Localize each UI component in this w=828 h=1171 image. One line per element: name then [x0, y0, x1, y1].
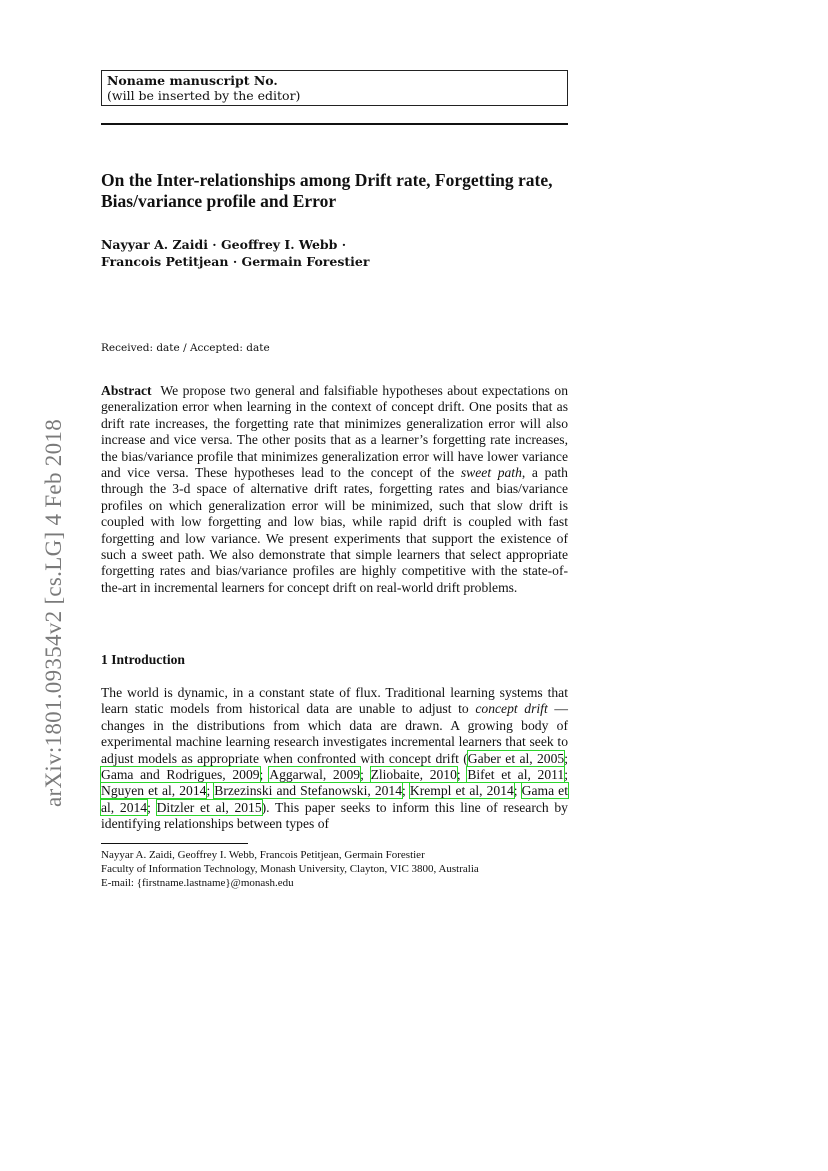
footnote-rule	[101, 843, 248, 844]
citation-link[interactable]: Gama et al, 2014	[101, 783, 568, 815]
citation-link[interactable]: Krempl et al, 2014	[409, 783, 514, 799]
footnote-authors: Nayyar A. Zaidi, Geoffrey I. Webb, Francois Petitjean, Germain Forestier	[101, 849, 425, 861]
intro-concept-drift: concept drift	[475, 701, 548, 717]
intro-text-2: — changes in the distributions from which data are drawn. A growing body of experimental machine learning research investigates incremental learners that seek to adjust models as appropriate when confronted with concept drift (	[101, 701, 568, 766]
intro-text-1: The world is dynamic, in a constant state of flux. Traditional learning systems that learn static models from historical data are unable to adjust to	[101, 685, 568, 717]
abstract-sweet-path: sweet path	[460, 465, 522, 481]
citation-link[interactable]: Zliobaite, 2010	[370, 767, 457, 783]
received-date: Received: date / Accepted: date	[101, 342, 270, 354]
section-heading: 1 Introduction	[101, 652, 185, 667]
manuscript-number: Noname manuscript No.	[107, 73, 278, 88]
citation-link[interactable]: Ditzler et al, 2015	[156, 799, 262, 815]
authors-line-2: Francois Petitjean · Germain Forestier	[101, 254, 370, 269]
citation-link[interactable]: Brzezinski and Stefanowski, 2014	[214, 783, 403, 799]
manuscript-box	[101, 70, 568, 106]
authors-line-1: Nayyar A. Zaidi · Geoffrey I. Webb ·	[101, 237, 347, 252]
citation-link[interactable]: Bifet et al, 2011	[467, 767, 565, 783]
arxiv-stamp	[34, 360, 74, 865]
citation-link[interactable]: Nguyen et al, 2014	[101, 783, 207, 799]
paper-title: On the Inter-relationships among Drift rate, Forgetting rate, Bias/variance profile and Error	[101, 170, 553, 211]
abstract	[101, 383, 568, 596]
header-rule	[101, 123, 568, 125]
citation-link[interactable]: Gama and Rodrigues, 2009	[101, 767, 260, 783]
intro-text-3: ). This paper seeks to inform this line of research by identifying relationships between types of	[101, 799, 568, 832]
abstract-label: Abstract	[101, 383, 152, 398]
abstract-text-1: We propose two general and falsifiable hypotheses about expectations on generalization error when learning in the context of concept drift. One posits that as drift rate increases, the forgetting rate that minimizes generalization error will also increase and vice versa. The other posits that as a learner’s forgetting rate increases, the bias/variance profile that minimizes generalization error will have lower variance and vice versa. These hypotheses lead to the concept of the	[101, 383, 568, 481]
author-list	[101, 236, 568, 270]
editor-note: (will be inserted by the editor)	[107, 88, 301, 103]
affiliation-footnote	[101, 849, 568, 890]
citation-link[interactable]: Gaber et al, 2005	[467, 750, 565, 766]
arxiv-stamp-text: arXiv:1801.09354v2 [cs.LG] 4 Feb 2018	[41, 418, 66, 807]
footnote-email: E-mail: {firstname.lastname}@monash.edu	[101, 876, 294, 889]
introduction-text: The world is dynamic, in a constant state of flux. Traditional learning systems that learn static models from historical data are unable to adjust to concept drift — changes in the distributions from which data are drawn. A growing body of experimental machine learning research investigates incremental learners that seek to adjust models as appropriate when confronted with concept drift (Gaber et al, 2005; Gama and Rodrigues, 2009; Aggarwal, 2009; Zliobaite, 2010; Bifet et al, 2011; Nguyen et al, 2014; Brzezinski and Stefanowski, 2014; Krempl et al, 2014; Gama et al, 2014; Ditzler et al, 2015). This paper seeks to inform this line of research by identifying relationships between types of	[101, 685, 568, 832]
footnote-affiliation: Faculty of Information Technology, Monash University, Clayton, VIC 3800, Australia	[101, 862, 479, 875]
abstract-text-2: , a path through the 3-d space of alternative drift rates, forgetting rates and bias/variance profiles on which generalization error will be minimized, such that slow drift is coupled with low forgetting and low bias, while rapid drift is coupled with fast forgetting and low variance. We present experiments that support the existence of such a sweet path. We also demonstrate that simple learners that select appropriate forgetting rates and bias/variance profiles are highly competitive with the state-of-the-art in incremental learners for concept drift on real-world drift problems.	[101, 465, 568, 595]
citation-link[interactable]: Aggarwal, 2009	[269, 767, 361, 783]
